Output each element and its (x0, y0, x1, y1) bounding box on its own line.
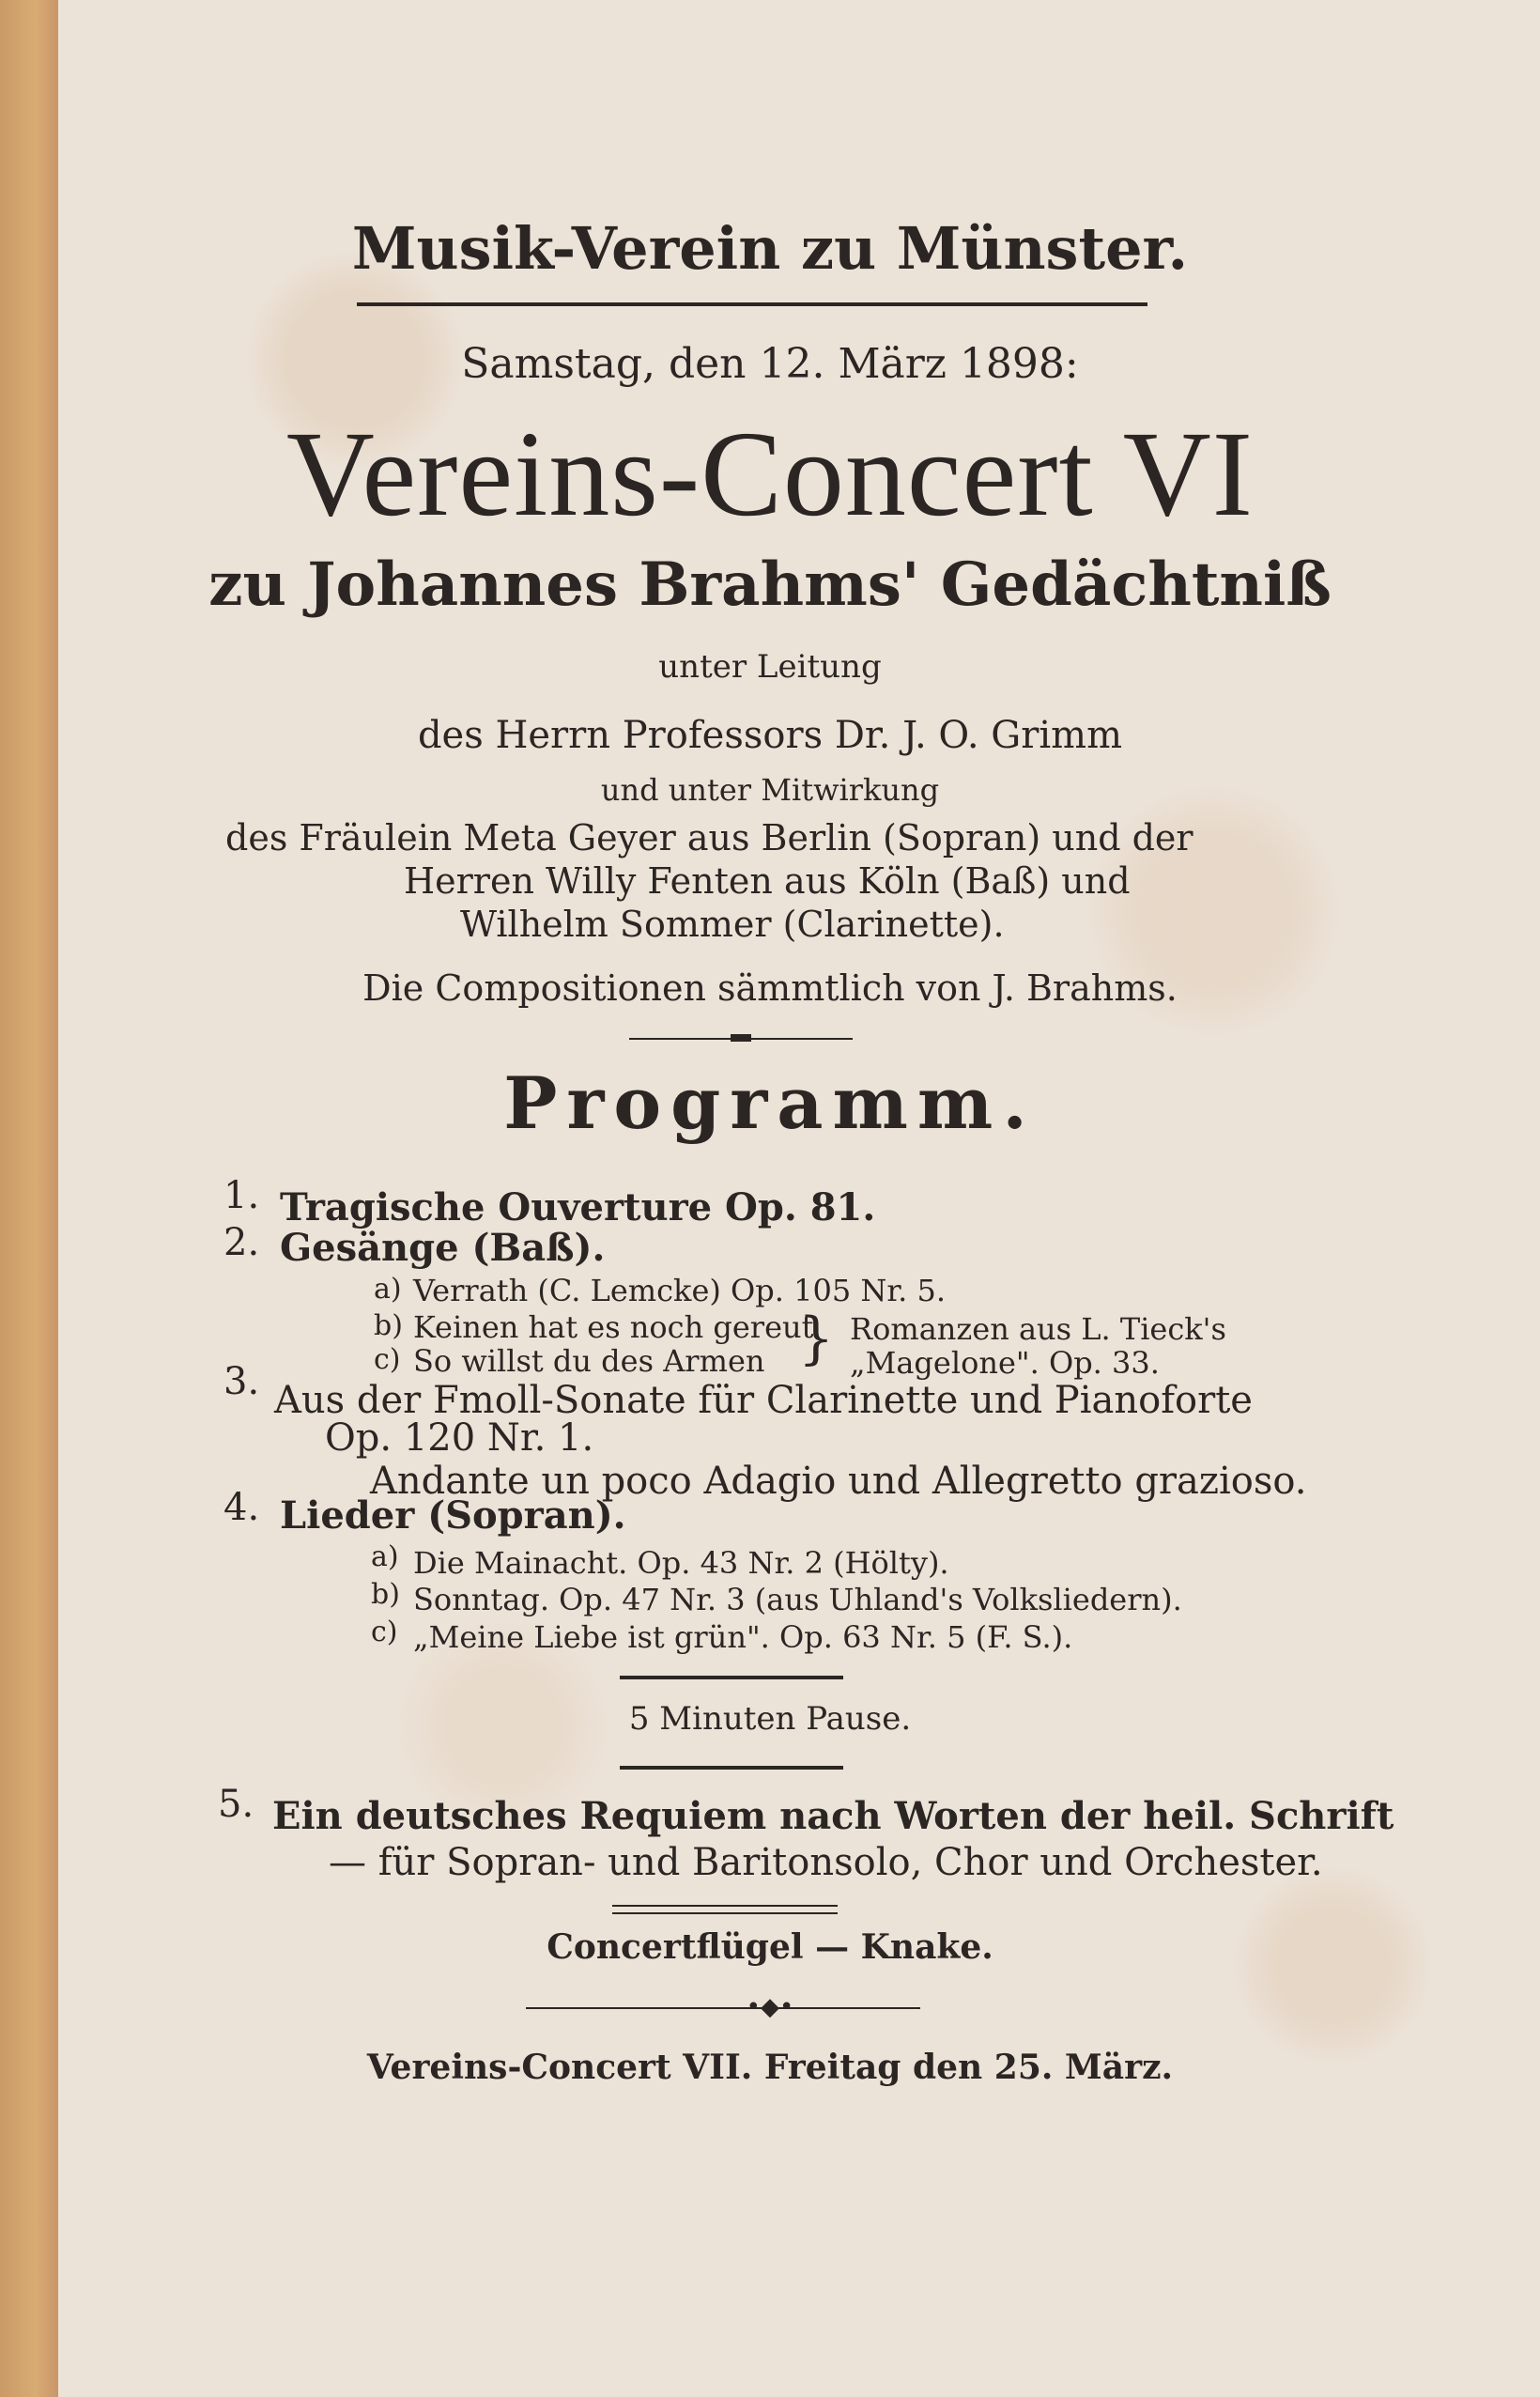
item-5-scoring: — für Sopran- und Baritonsolo, Chor und Orchester. (329, 1841, 1323, 1884)
sub-letter: c) (374, 1343, 401, 1376)
item-2-title: Gesänge (Baß). (280, 1226, 606, 1270)
item-number: 3. (223, 1360, 260, 1403)
conductor-line: des Herrn Professors Dr. J. O. Grimm (417, 714, 1123, 757)
next-concert: Vereins-Concert VII. Freitag den 25. März. (366, 2048, 1174, 2087)
song-title: Sonntag. Op. 47 Nr. 3 (aus Uhland's Volksliedern). (413, 1582, 1182, 1617)
item-3-title: Aus der Fmoll-Sonate für Clarinette und Pianoforte (274, 1379, 1253, 1422)
item-4-title: Lieder (Sopran). (280, 1493, 626, 1538)
soloists-line-3: Wilhelm Sommer (Clarinette). (460, 904, 1005, 945)
item-number: 5. (218, 1783, 254, 1826)
item-number: 2. (223, 1221, 260, 1264)
sub-letter: b) (371, 1578, 400, 1611)
item-number: 1. (223, 1174, 260, 1217)
song-title: Die Mainacht. Op. 43 Nr. 2 (Hölty). (413, 1545, 949, 1581)
rule-ornament: •◆• (746, 1993, 794, 2021)
romance-note-2: „Magelone". Op. 33. (850, 1345, 1160, 1381)
composer-line: Die Compositionen sämmtlich von J. Brahms. (362, 967, 1178, 1009)
concert-title: Vereins-Concert VI (285, 407, 1254, 542)
concert-subtitle: zu Johannes Brahms' Gedächtniß (208, 549, 1332, 620)
sub-letter: a) (371, 1540, 399, 1573)
item-5-title: Ein deutsches Requiem nach Worten der heil. Schrift (272, 1794, 1394, 1838)
song-title: Keinen hat es noch gereut (413, 1309, 814, 1345)
song-title: So willst du des Armen (413, 1343, 765, 1379)
programme-heading: Programm. (503, 1061, 1037, 1145)
item-3-opus: Op. 120 Nr. 1. (325, 1416, 594, 1460)
title-rule (357, 302, 1147, 306)
cooperation-label: und unter Mitwirkung (600, 772, 940, 808)
grand-piano-note: Concertflügel — Knake. (547, 1927, 993, 1967)
item-1-title: Tragische Ouverture Op. 81. (280, 1185, 876, 1229)
double-rule (612, 1905, 838, 1907)
double-rule (612, 1912, 838, 1914)
direction-label: unter Leitung (658, 648, 882, 686)
soloists-line-2: Herren Willy Fenten aus Köln (Baß) und (404, 860, 1131, 902)
divider (620, 1766, 843, 1770)
brace: } (798, 1306, 835, 1371)
sub-letter: b) (374, 1309, 403, 1342)
song-title: „Meine Liebe ist grün". Op. 63 Nr. 5 (F. S.). (413, 1619, 1073, 1655)
song-title: Verrath (C. Lemcke) Op. 105 Nr. 5. (413, 1273, 946, 1308)
romance-note: Romanzen aus L. Tieck's (850, 1311, 1226, 1347)
divider-ornament (731, 1034, 751, 1042)
divider (620, 1676, 843, 1679)
item-number: 4. (223, 1486, 260, 1529)
pause-note: 5 Minuten Pause. (628, 1700, 912, 1738)
soloists-line-1: des Fräulein Meta Geyer aus Berlin (Sopran) und der (225, 817, 1194, 858)
sub-letter: a) (374, 1273, 402, 1306)
concert-date: Samstag, den 12. März 1898: (461, 340, 1079, 388)
sub-letter: c) (371, 1616, 398, 1648)
item-3-movements: Andante un poco Adagio und Allegretto grazioso. (370, 1460, 1307, 1503)
society-name: Musik-Verein zu Münster. (351, 214, 1189, 283)
